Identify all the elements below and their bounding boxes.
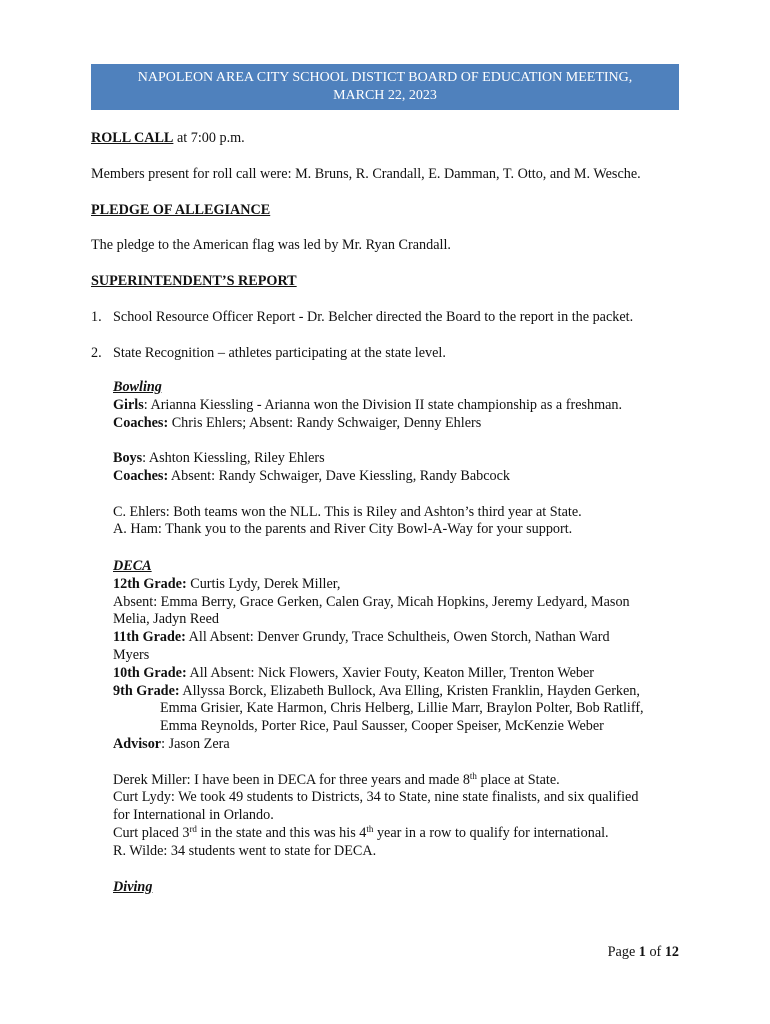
banner-line-1: NAPOLEON AREA CITY SCHOOL DISTICT BOARD OF EDUCATION MEETING, — [137, 70, 633, 85]
item-text: State Recognition – athletes participating at the state level. — [113, 345, 446, 361]
deca-comment-1 — [113, 772, 644, 790]
superscript: th — [366, 823, 374, 834]
deca-grade-12 — [113, 576, 644, 594]
deca-comment-4: R. Wilde: 34 students went to state for DECA. — [113, 842, 377, 859]
bowling-girls-coaches — [113, 415, 622, 433]
deca-section — [113, 558, 644, 861]
superintendent-heading: SUPERINTENDENT’S REPORT — [91, 273, 297, 289]
bowling-boys-line — [113, 450, 622, 468]
roll-call-heading: ROLL CALL — [91, 130, 174, 146]
report-item-1 — [91, 308, 633, 326]
page-number — [608, 943, 679, 961]
deca-advisor — [113, 736, 644, 754]
deca-comment-2b: for International in Orlando. — [113, 807, 274, 824]
roll-call-members: Members present for roll call were: M. Bruns, R. Crandall, E. Damman, T. Otto, and M. Wesche. — [91, 166, 641, 182]
bowling-comment-1: C. Ehlers: Both teams won the NLL. This is Riley and Ashton’s third year at State. — [113, 503, 582, 520]
deca-grade-11-cont: Myers — [113, 646, 150, 663]
grade-label: 9th Grade: — [113, 682, 180, 699]
girls-label: Girls — [113, 396, 144, 413]
advisor-label: Advisor — [113, 735, 162, 752]
item-number: 1. — [91, 309, 102, 325]
page-current: 1 — [638, 944, 646, 960]
roll-call-line — [91, 129, 245, 147]
boys-text: : Ashton Kiessling, Riley Ehlers — [142, 450, 325, 467]
bowling-boys-coaches — [113, 468, 622, 486]
meeting-title-banner — [91, 64, 679, 110]
comment-text: Derek Miller: I have been in DECA for three years and made 8 — [113, 771, 470, 788]
girls-text: : Arianna Kiessling - Arianna won the Division II state championship as a freshman. — [143, 396, 623, 413]
roll-call-time: at 7:00 p.m. — [173, 130, 245, 146]
deca-grade-10 — [113, 665, 644, 683]
grade-label: 10th Grade: — [113, 664, 187, 681]
grade-label: 11th Grade: — [113, 629, 186, 646]
deca-title: DECA — [113, 558, 152, 574]
pledge-text: The pledge to the American flag was led by Mr. Ryan Crandall. — [91, 237, 451, 253]
advisor-text: : Jason Zera — [161, 735, 230, 752]
comment-text: in the state and this was his 4 — [196, 824, 367, 841]
bowling-section — [113, 379, 622, 539]
pledge-heading: PLEDGE OF ALLEGIANCE — [91, 202, 271, 218]
coaches-label: Coaches: — [113, 414, 169, 431]
grade-text: All Absent: Denver Grundy, Trace Schultheis, Owen Storch, Nathan Ward — [185, 629, 610, 646]
coaches-text: Absent: Randy Schwaiger, Dave Kiessling, Randy Babcock — [168, 467, 511, 484]
page-total: 12 — [664, 944, 679, 960]
bowling-title: Bowling — [113, 379, 162, 395]
grade-label: 12th Grade: — [113, 575, 187, 592]
banner-line-2: MARCH 22, 2023 — [333, 88, 437, 103]
superscript: rd — [189, 823, 197, 834]
grade-text: Allyssa Borck, Elizabeth Bullock, Ava Elling, Kristen Franklin, Hayden Gerken, — [179, 682, 640, 699]
grade-text: Curtis Lydy, Derek Miller, — [186, 575, 341, 592]
comment-text: year in a row to qualify for international. — [373, 824, 609, 841]
report-item-2 — [91, 344, 446, 362]
bowling-girls-line — [113, 397, 622, 415]
superscript: th — [469, 770, 477, 781]
coaches-text: Chris Ehlers; Absent: Randy Schwaiger, Denny Ehlers — [168, 414, 482, 431]
deca-comment-2a: Curt Lydy: We took 49 students to Districts, 34 to State, nine state finalists, and six qualified — [113, 789, 639, 806]
deca-grade-12-absent-2: Melia, Jadyn Reed — [113, 611, 219, 628]
boys-label: Boys — [113, 450, 143, 467]
deca-grade-9 — [113, 683, 644, 701]
deca-grade-11 — [113, 629, 644, 647]
diving-title: Diving — [113, 879, 153, 895]
grade-text: All Absent: Nick Flowers, Xavier Fouty, Keaton Miller, Trenton Weber — [186, 664, 595, 681]
deca-grade-12-absent-1: Absent: Emma Berry, Grace Gerken, Calen Gray, Micah Hopkins, Jeremy Ledyard, Mason — [113, 593, 630, 610]
comment-text: place at State. — [476, 771, 560, 788]
comment-text: Curt placed 3 — [113, 824, 190, 841]
bowling-comment-2: A. Ham: Thank you to the parents and River City Bowl-A-Way for your support. — [113, 521, 573, 538]
deca-grade-9-cont-2: Emma Reynolds, Porter Rice, Paul Sausser, Cooper Speiser, McKenzie Weber — [160, 718, 604, 735]
page-label: Page — [607, 944, 639, 960]
deca-comment-3 — [113, 825, 644, 843]
item-text: School Resource Officer Report - Dr. Belcher directed the Board to the report in the packet. — [113, 309, 634, 325]
coaches-label: Coaches: — [113, 467, 169, 484]
deca-grade-9-cont-1: Emma Grisier, Kate Harmon, Chris Helberg, Lillie Marr, Braylon Polter, Bob Ratliff, — [160, 700, 644, 717]
of-label: of — [645, 944, 665, 960]
item-number: 2. — [91, 345, 102, 361]
